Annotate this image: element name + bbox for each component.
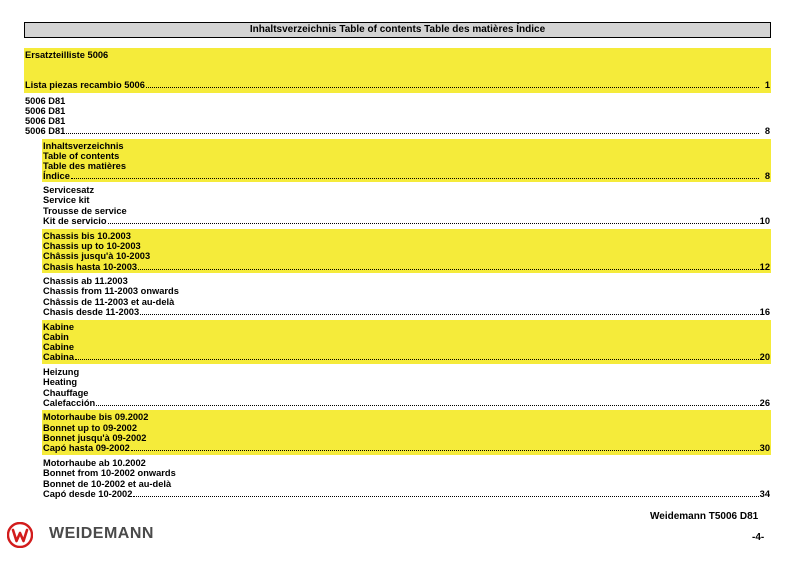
section-line: Bonnet jusqu'à 09-2002 [43,433,147,443]
model-entry-page: 8 [764,126,770,136]
section-line: Motorhaube ab 10.2002 [43,458,146,468]
section-line: Chassis from 11-2003 onwards [43,286,179,296]
section-line: Chassis up to 10-2003 [43,241,141,251]
section-line: Bonnet de 10-2002 et au-delà [43,479,172,489]
toc-entry[interactable] [43,443,770,453]
section-line: Chassis ab 11.2003 [43,276,128,286]
leader-dots [146,86,759,88]
model-entry[interactable] [25,126,770,136]
toc-entry[interactable] [43,489,770,499]
model-line: 5006 D81 [25,106,66,116]
toc-entry-page: 34 [759,489,770,499]
brand-logo-text: WEIDEMANN [49,525,154,542]
section-line: Table of contents [43,151,120,161]
intro-heading: Ersatzteilliste 5006 [25,50,109,60]
section-line: Heating [43,377,78,387]
model-line: 5006 D81 [25,116,66,126]
toc-entry-text: Índice [43,171,70,181]
leader-dots [66,132,759,134]
section-line: Service kit [43,195,90,205]
toc-entry-text: Calefacción [43,398,96,408]
section-line: Châssis jusqu'à 10-2003 [43,251,151,261]
leader-dots [138,268,759,270]
toc-entry-text: Chasis hasta 10-2003 [43,262,138,272]
toc-entry-page: 12 [759,262,770,272]
intro-entry[interactable] [25,80,770,90]
toc-entry[interactable] [43,262,770,272]
document-title: Weidemann T5006 D81 [650,511,759,522]
toc-entry-text: Kit de servicio [43,216,107,226]
toc-entry-page: 20 [759,352,770,362]
toc-entry[interactable] [43,171,770,181]
section-line: Inhaltsverzeichnis [43,141,124,151]
leader-dots [140,313,759,315]
toc-entry[interactable] [43,216,770,226]
toc-entry-text: Cabina [43,352,74,362]
leader-dots [71,177,759,179]
section-line: Kabine [43,322,74,332]
section-line: Table des matières [43,161,127,171]
page-number: -4- [752,532,765,543]
section-line: Bonnet from 10-2002 onwards [43,468,176,478]
toc-entry-text: Capó hasta 09-2002 [43,443,130,453]
section-line: Trousse de service [43,206,127,216]
toc-entry[interactable] [43,398,770,408]
toc-entry-page: 30 [759,443,770,453]
leader-dots [96,404,758,406]
toc-entry-page: 10 [759,216,770,226]
model-line: 5006 D81 [25,96,66,106]
leader-dots [133,495,758,497]
weidemann-w-logo-icon [7,522,33,548]
model-entry-text: 5006 D81 [25,126,66,136]
section-line: Cabine [43,342,74,352]
toc-entry[interactable] [43,352,770,362]
toc-entry-text: Chasis desde 11-2003 [43,307,140,317]
leader-dots [108,222,759,224]
toc-entry-page: 8 [764,171,770,181]
intro-entry-page: 1 [764,80,770,90]
section-line: Heizung [43,367,80,377]
section-line: Servicesatz [43,185,95,195]
toc-entry[interactable] [43,307,770,317]
section-line: Bonnet up to 09-2002 [43,423,138,433]
section-line: Chauffage [43,388,89,398]
toc-entry-page: 16 [759,307,770,317]
intro-entry-text: Lista piezas recambio 5006 [25,80,145,90]
section-line: Chassis bis 10.2003 [43,231,131,241]
section-line: Cabin [43,332,69,342]
toc-header: Inhaltsverzeichnis Table of contents Table des matières Índice [24,22,771,38]
toc-entry-page: 26 [759,398,770,408]
leader-dots [75,358,759,360]
leader-dots [131,449,759,451]
section-line: Châssis de 11-2003 et au-delà [43,297,175,307]
toc-entry-text: Capó desde 10-2002 [43,489,133,499]
section-line: Motorhaube bis 09.2002 [43,412,149,422]
